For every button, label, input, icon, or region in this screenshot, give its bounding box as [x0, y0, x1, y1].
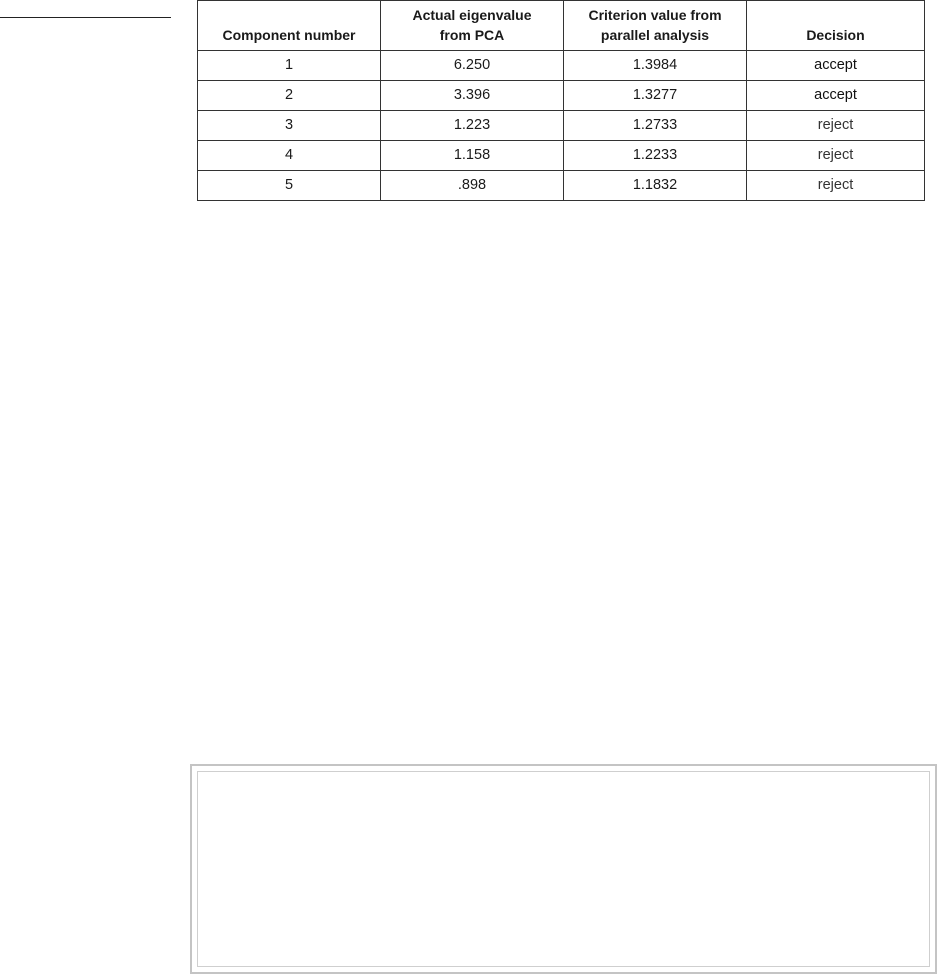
- cell-decision: reject: [747, 141, 925, 171]
- empty-text-box: [190, 764, 937, 974]
- cell-component: 5: [198, 171, 381, 201]
- cell-decision: accept: [747, 81, 925, 111]
- cell-component: 4: [198, 141, 381, 171]
- cell-criterion: 1.1832: [564, 171, 747, 201]
- cell-eigenvalue: 1.158: [381, 141, 564, 171]
- header-component-number: Component number: [198, 1, 381, 51]
- parallel-analysis-table: [197, 0, 925, 201]
- table-header-row: [198, 1, 925, 51]
- header-criterion-value-text: Criterion value from parallel analysis: [588, 7, 722, 43]
- cell-component: 3: [198, 111, 381, 141]
- table-row: [198, 111, 925, 141]
- header-criterion-value: [564, 1, 747, 51]
- cell-decision: reject: [747, 171, 925, 201]
- table-row: [198, 141, 925, 171]
- cell-criterion: 1.2733: [564, 111, 747, 141]
- header-actual-eigenvalue: [381, 1, 564, 51]
- cell-eigenvalue: 6.250: [381, 51, 564, 81]
- cell-criterion: 1.3984: [564, 51, 747, 81]
- cell-component: 1: [198, 51, 381, 81]
- cell-eigenvalue: .898: [381, 171, 564, 201]
- cell-component: 2: [198, 81, 381, 111]
- cell-criterion: 1.2233: [564, 141, 747, 171]
- cell-decision: reject: [747, 111, 925, 141]
- table-row: [198, 171, 925, 201]
- table-row: [198, 51, 925, 81]
- horizontal-rule: [0, 17, 171, 18]
- cell-criterion: 1.3277: [564, 81, 747, 111]
- cell-eigenvalue: 1.223: [381, 111, 564, 141]
- header-decision: Decision: [747, 1, 925, 51]
- text-box-inner-border: [197, 771, 930, 967]
- cell-eigenvalue: 3.396: [381, 81, 564, 111]
- header-actual-eigenvalue-text: Actual eigenvalue from PCA: [412, 7, 532, 43]
- cell-decision: accept: [747, 51, 925, 81]
- table-row: [198, 81, 925, 111]
